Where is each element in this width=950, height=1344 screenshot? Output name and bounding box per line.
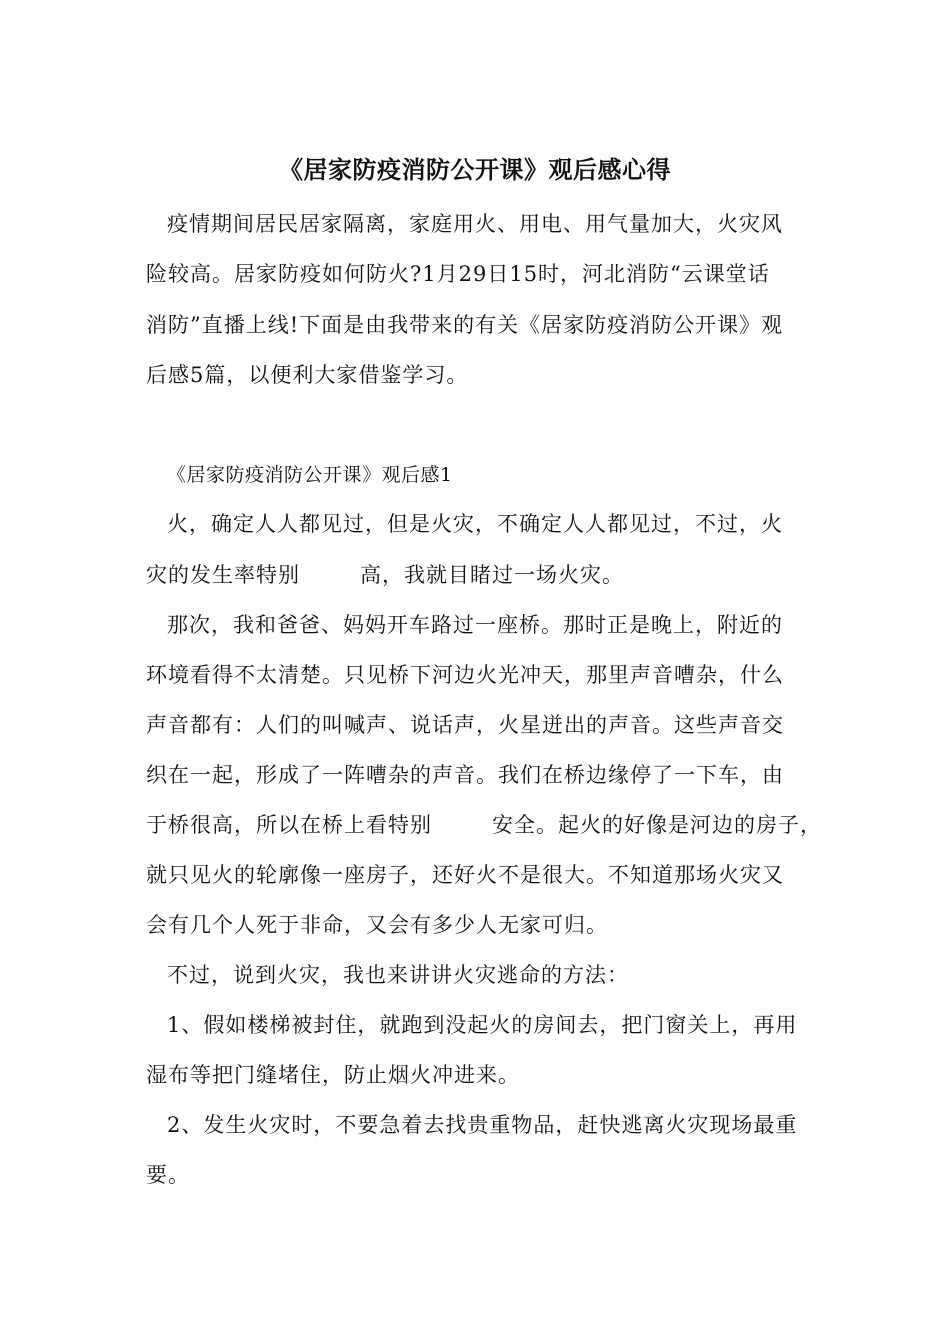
line-text: 环境看得不太清楚。只见桥下河边火光冲天，那里声音嘈杂，什么 [146,663,784,687]
paragraph-line [167,509,783,539]
list-item [167,1010,797,1040]
paragraph-line [167,610,783,640]
line-text: 声音都有：人们的叫喊声、说话声，火星迸出的声音。这些声音交 [146,713,784,737]
paragraph-line [146,1060,520,1090]
list-item [167,1110,797,1140]
line-text: 于桥很高，所以在桥上看特别 [146,813,432,837]
line-text: 不过，说到火灾，我也来讲讲火灾逃命的方法： [167,963,629,987]
paragraph-line [146,560,624,590]
line-text: 会有几个人死于非命，又会有多少人无家可归。 [146,913,608,937]
line-text: 就只见火的轮廓像一座房子，还好火不是很大。不知道那场火灾又 [146,863,784,887]
line-text: 要。 [146,1163,190,1187]
line-text: 后感5篇，以便利大家借鉴学习。 [146,363,469,387]
paragraph-line [146,360,468,390]
line-text: 那次，我和爸爸、妈妈开车路过一座桥。那时正是晚上，附近的 [167,613,783,637]
line-text: 湿布等把门缝堵住，防止烟火冲进来。 [146,1063,520,1087]
document-title: 《居家防疫消防公开课》观后感心得 [279,156,671,184]
line-text: 《居家防疫消防公开课》观后感1 [167,464,453,486]
line-text: 险较高。居家防疫如何防火?1月29日15时，河北消防“云课堂话 [146,262,770,286]
paragraph-line [146,660,784,690]
paragraph-line [146,760,784,790]
paragraph-line [167,209,783,239]
paragraph-line [146,1160,190,1190]
line-text: 火，确定人人都见过，但是火灾，不确定人人都见过，不过，火 [167,512,783,536]
line-text: 1、假如楼梯被封住，就跑到没起火的房间去，把门窗关上，再用 [167,1013,798,1037]
paragraph-line [146,259,770,289]
line-text: 2、发生火灾时，不要急着去找贵重物品，赶快逃离火灾现场最重 [167,1113,798,1137]
paragraph-line [146,310,783,340]
line-text: 疫情期间居民居家隔离，家庭用火、用电、用气量加大，火灾风 [167,212,783,236]
line-text: 高，我就目睹过一场火灾。 [360,563,624,587]
paragraph-line [146,810,822,840]
paragraph-line [146,710,784,740]
paragraph-line [146,910,608,940]
paragraph-line [167,960,629,990]
section-heading [167,460,453,490]
line-text: 消防”直播上线!下面是由我带来的有关《居家防疫消防公开课》观 [146,313,784,337]
line-text: 织在一起，形成了一阵嘈杂的声音。我们在桥边缘停了一下车，由 [146,763,784,787]
line-text: 安全。起火的好像是河边的房子， [492,813,822,837]
paragraph-line [146,860,784,890]
line-text: 灾的发生率特别 [146,563,300,587]
